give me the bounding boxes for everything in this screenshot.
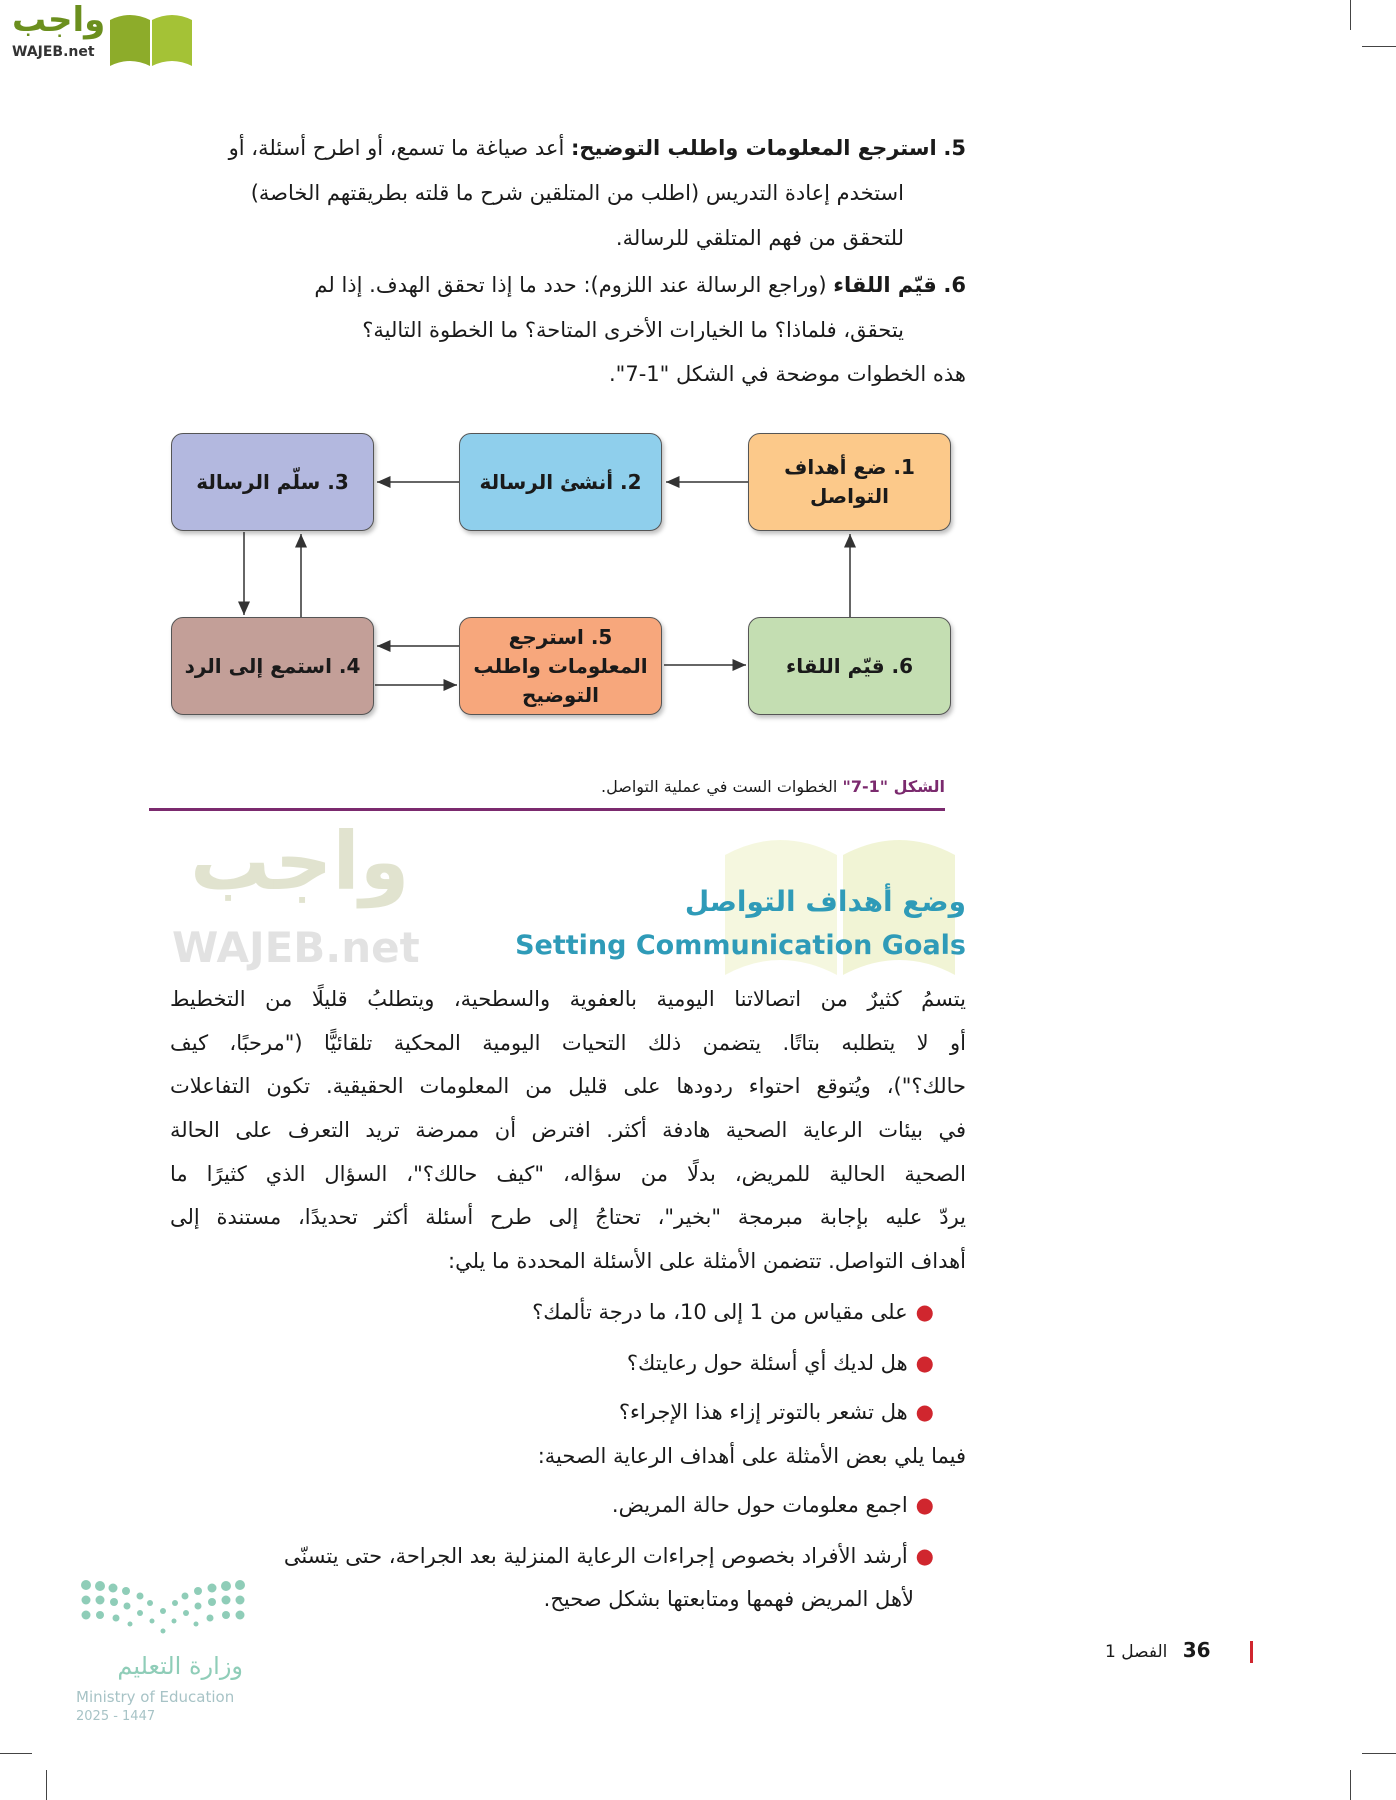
bullet-icon: ● xyxy=(915,1400,934,1424)
step-box-2: 2. أنشئ الرسالة xyxy=(459,433,662,531)
ministry-name-arabic: وزارة التعليم xyxy=(117,1652,243,1680)
body-line: أهداف التواصل. تتضمن الأمثلة على الأسئلة المحددة ما يلي: xyxy=(448,1249,966,1273)
goal-bullet-continuation: لأهل المريض فهمها ومتابعتها بشكل صحيح. xyxy=(543,1587,914,1611)
page-number: 36 xyxy=(1182,1638,1211,1662)
ministry-year: 2025 - 1447 xyxy=(76,1709,156,1724)
body-line: في بيئات الرعاية الصحية هادفة أكثر. افترض أن ممرضة تريد التعرف على الحالة xyxy=(170,1118,966,1142)
step-5-line-3: للتحقق من فهم المتلقي للرسالة. xyxy=(615,226,904,250)
section-title-english: Setting Communication Goals xyxy=(515,930,966,961)
bullet-icon: ● xyxy=(915,1351,934,1375)
logo-arabic: واجب xyxy=(12,0,106,40)
crop-mark xyxy=(1350,1770,1351,1800)
ministry-dots-icon xyxy=(78,1578,248,1638)
body-line: يردّ عليه بإجابة مبرمجة "بخير"، تحتاجُ إلى طرح أسئلة أكثر تحديدًا، مستندة إلى xyxy=(170,1205,966,1229)
crop-mark xyxy=(46,1770,47,1800)
footer-marker xyxy=(1250,1641,1253,1663)
goal-bullet: ●أرشد الأفراد بخصوص إجراءات الرعاية المنزلية بعد الجراحة، حتى يتسنّى xyxy=(283,1544,934,1568)
question-bullet: ●هل لديك أي أسئلة حول رعايتك؟ xyxy=(626,1351,934,1375)
logo-latin: WAJEB.net xyxy=(12,44,95,60)
step-box-5: 5. استرجع المعلومات واطلب التوضيح xyxy=(459,617,662,715)
body-line: الصحية الحالية للمريض، بدلًا من سؤاله، "كيف حالك؟"، السؤال الذي كثيرًا ما xyxy=(170,1162,966,1186)
step-6-line-2: يتحقق، فلماذا؟ ما الخيارات الأخرى المتاحة؟ ما الخطوة التالية؟ xyxy=(362,318,904,342)
step-box-3: 3. سلّم الرسالة xyxy=(171,433,374,531)
step-5-line-1: 5. استرجع المعلومات واطلب التوضيح: أعد صياغة ما تسمع، أو اطرح أسئلة، أو xyxy=(228,136,966,160)
chapter-label: الفصل 1 xyxy=(1105,1642,1168,1662)
body-line: حالك؟")، ويُتوقع احتواء ردودها على قليل من المعلومات الحقيقية. تكون التفاعلات xyxy=(170,1074,966,1098)
bullet-icon: ● xyxy=(915,1300,934,1324)
watermark-arabic: واجب xyxy=(190,815,410,908)
section-title-arabic: وضع أهداف التواصل xyxy=(684,885,966,918)
step-box-6: 6. قيّم اللقاء xyxy=(748,617,951,715)
page-footer xyxy=(1105,1638,1211,1662)
bullet-icon: ● xyxy=(915,1544,934,1568)
figure-caption: الشكل "1-7" الخطوات الست في عملية التواصل. xyxy=(601,777,945,796)
bullet-icon: ● xyxy=(915,1493,934,1517)
body-line: أو لا يتطلبه بتاتًا. يتضمن ذلك التحيات اليومية المحكية تلقائيًّا ("مرحبًا، كيف xyxy=(170,1031,966,1055)
watermark-latin: WAJEB.net xyxy=(172,923,420,972)
goal-bullet: ●اجمع معلومات حول حالة المريض. xyxy=(611,1493,934,1517)
ministry-logo xyxy=(76,1578,251,1728)
figure-reference: هذه الخطوات موضحة في الشكل "1-7". xyxy=(608,362,966,386)
goals-intro: فيما يلي بعض الأمثلة على أهداف الرعاية الصحية: xyxy=(537,1444,966,1468)
diagram-arrows xyxy=(0,0,1396,800)
step-box-4: 4. استمع إلى الرد xyxy=(171,617,374,715)
question-bullet: ●هل تشعر بالتوتر إزاء هذا الإجراء؟ xyxy=(618,1400,934,1424)
crop-mark xyxy=(0,1753,32,1754)
step-box-1: 1. ضع أهداف التواصل xyxy=(748,433,951,531)
step-5-line-2: استخدم إعادة التدريس (اطلب من المتلقين شرح ما قلته بطريقتهم الخاصة) xyxy=(250,181,904,205)
crop-mark xyxy=(1362,1753,1396,1754)
step-6-line-1: 6. قيّم اللقاء (وراجع الرسالة عند اللزوم): حدد ما إذا تحقق الهدف. إذا لم xyxy=(314,273,966,297)
ministry-name-english: Ministry of Education xyxy=(76,1688,235,1706)
body-line: يتسمُ كثيرٌ من اتصالاتنا اليومية بالعفوية والسطحية، ويتطلبُ قليلًا من التخطيط xyxy=(170,987,966,1011)
question-bullet: ●على مقياس من 1 إلى 10، ما درجة تألمك؟ xyxy=(532,1300,934,1324)
caption-divider xyxy=(149,808,945,811)
